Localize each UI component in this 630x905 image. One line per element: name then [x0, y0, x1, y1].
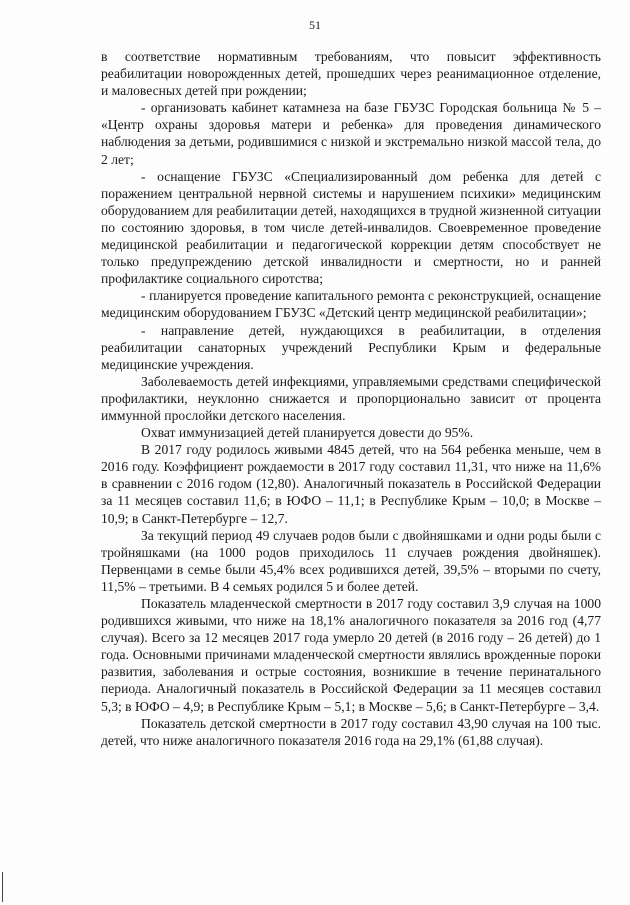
body-text	[101, 48, 601, 749]
paragraph-child-mortality: Показатель детской смертности в 2017 году составил 43,90 случая на 100 тыс. детей, что ниже аналогичного показателя 2016 года на 29,1% (61,88 случая).	[101, 715, 601, 748]
paragraph-birth-rate: В 2017 году родилось живыми 4845 детей, что на 564 ребенка меньше, чем в 2016 году. Коэффициент рождаемости в 2017 году составил 11,31, что ниже на 11,6% в сравнении с 2016 годом (12,80). Аналогичный показатель в Российской Федерации за 11 месяцев составил 11,6; в ЮФО – 11,1; в Республике Крым – 10,0; в Москве – 10,9; в Санкт-Петербурге – 12,7.	[101, 442, 601, 526]
scan-edge-mark	[2, 872, 3, 902]
paragraph-capital-repair: - планируется проведение капитального ремонта с реконструкцией, оснащение медицинским оборудованием ГБУЗС «Детский центр медицинской реабилитации»;	[101, 288, 601, 321]
paragraph-infection-morbidity: Заболеваемость детей инфекциями, управляемыми средствами специфической профилактики, неуклонно снижается и пропорционально зависит от процента иммунной прослойки детского населения.	[101, 373, 601, 423]
paragraph-childrens-home-equipment: - оснащение ГБУЗС «Специализированный дом ребенка для детей с поражением центральной нервной системы и нарушением психики» медицинским оборудованием для реабилитации детей, находящихся в трудной жизненной ситуации по состоянию здоровья, в том числе детей-инвалидов. Своевременное проведение медицинской реабилитации и педагогической коррекции детям способствует не только предупреждению детской инвалидности и смертности, но и ранней профилактике социального сиротства;	[101, 168, 601, 287]
paragraph-infant-mortality: Показатель младенческой смертности в 2017 году составил 3,9 случая на 1000 родившихся живыми, что ниже на 18,1% аналогичного показателя за 2016 год (4,77 случая). Всего за 12 месяцев 2017 года умерло 20 детей (в 2016 году – 26 детей) до 1 года. Основными причинами младенческой смертности являлись врожденные пороки развития, заболевания и острые состояния, возникшие в течение перинатального периода. Аналогичный показатель в Российской Федерации за 11 месяцев составил 5,3; в ЮФО – 4,9; в Республике Крым – 5,1; в Москве – 5,6; в Санкт-Петербурге – 3,4.	[101, 596, 601, 714]
paragraph-immunization-coverage: Охват иммунизацией детей планируется довести до 95%.	[141, 425, 474, 441]
paragraph-twins-triplets: За текущий период 49 случаев родов были с двойняшками и одни роды были с тройняшками (на 1000 родов приходилось 11 случаев рождения двойняшек). Первенцами в семье были 45,4% всех родившихся детей, 39,5% – вторыми по счету, 11,5% – третьими. В 4 семьях родился 5 и более детей.	[101, 527, 601, 594]
paragraph-continuation: в соответствие нормативным требованиям, что повысит эффективность реабилитации новорожденных детей, прошедших через реанимационное отделение, и маловесных детей при рождении;	[101, 49, 601, 99]
paragraph-catamnesis-office: - организовать кабинет катамнеза на базе ГБУЗС Городская больница № 5 – «Центр охраны здоровья матери и ребенка» для проведения динамического наблюдения за детьми, родившимися с низкой и экстремально низкой массой тела, до 2 лет;	[101, 100, 601, 167]
page-number: 51	[309, 18, 321, 32]
paragraph-sanatorium-referral: - направление детей, нуждающихся в реабилитации, в отделения реабилитации санаторных учреждений Республики Крым и федеральные медицинские учреждения.	[101, 322, 601, 372]
